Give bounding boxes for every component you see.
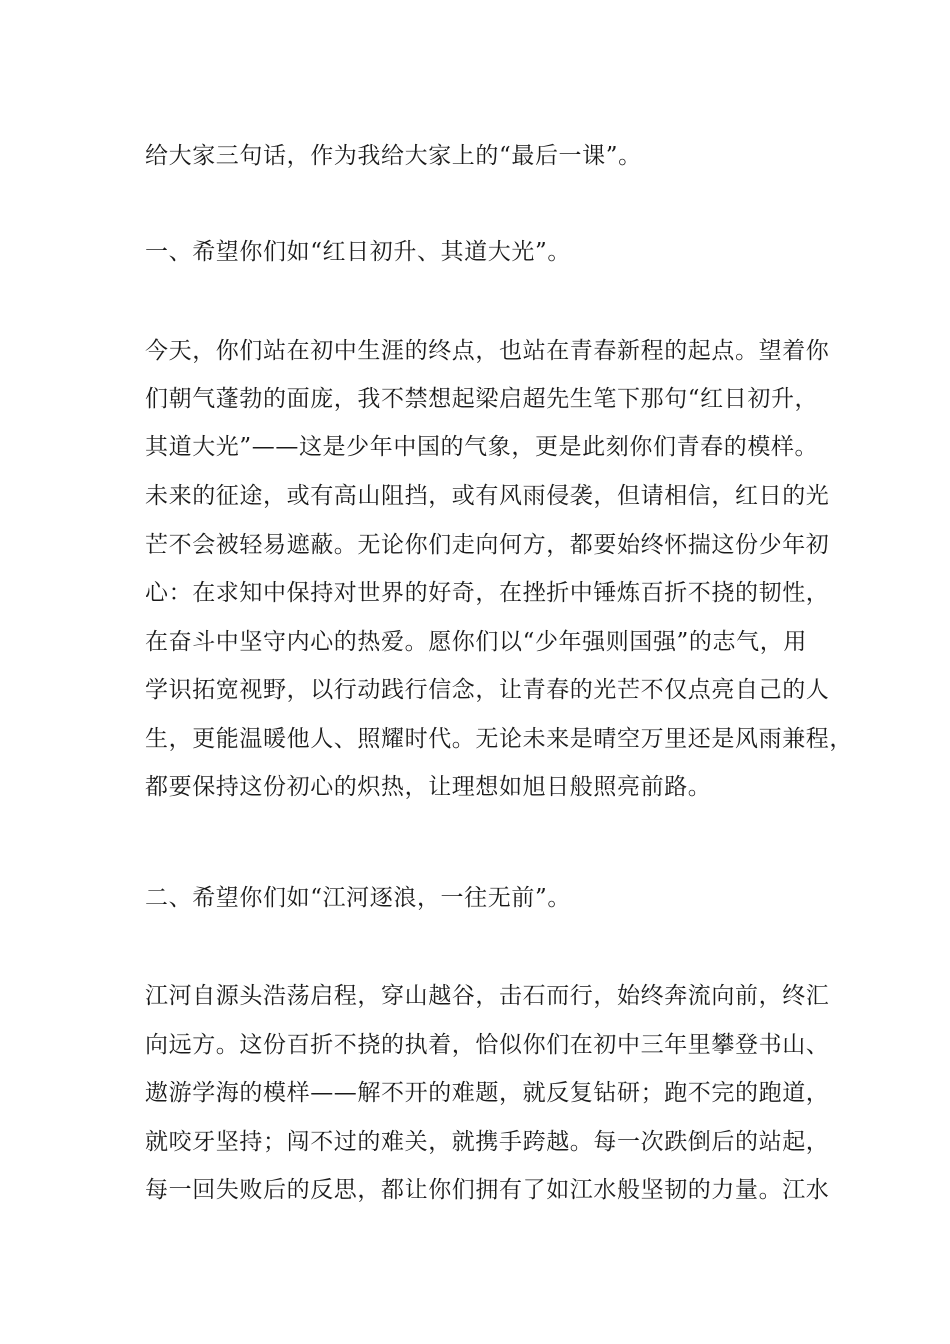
paragraph-line: 每一回失败后的反思，都让你们拥有了如江水般坚韧的力量。江水 [145, 1177, 830, 1203]
paragraph-line: 其道大光”——这是少年中国的气象，更是此刻你们青春的模样。 [145, 434, 819, 460]
paragraph-line: 未来的征途，或有高山阻挡，或有风雨侵袭，但请相信，红日的光 [145, 483, 830, 509]
paragraph-line: 遨游学海的模样——解不开的难题，就反复钻研；跑不完的跑道， [145, 1080, 830, 1106]
paragraph-line: 生，更能温暖他人、照耀时代。无论未来是晴空万里还是风雨兼程， [145, 726, 853, 752]
section-heading-1: 一、希望你们如“红日初升、其道大光”。 [145, 239, 571, 265]
paragraph-line: 都要保持这份初心的炽热，让理想如旭日般照亮前路。 [145, 774, 712, 800]
section-heading-2: 二、希望你们如“江河逐浪，一往无前”。 [145, 885, 571, 911]
paragraph-line: 们朝气蓬勃的面庞，我不禁想起梁启超先生笔下那句“红日初升， [145, 386, 819, 412]
paragraph-line: 心：在求知中保持对世界的好奇，在挫折中锤炼百折不挠的韧性， [145, 580, 830, 606]
paragraph-line: 芒不会被轻易遮蔽。无论你们走向何方，都要始终怀揣这份少年初 [145, 532, 830, 558]
paragraph-line: 向远方。这份百折不挠的执着，恰似你们在初中三年里攀登书山、 [145, 1032, 830, 1058]
paragraph-line: 在奋斗中坚守内心的热爱。愿你们以“少年强则国强”的志气，用 [145, 629, 807, 655]
paragraph-line: 学识拓宽视野，以行动践行信念，让青春的光芒不仅点亮自己的人 [145, 677, 830, 703]
intro-text: 给大家三句话，作为我给大家上的“最后一课”。 [145, 143, 642, 169]
paragraph-line: 今天，你们站在初中生涯的终点，也站在青春新程的起点。望着你 [145, 338, 830, 364]
paragraph-line: 江河自源头浩荡启程，穿山越谷，击石而行，始终奔流向前，终汇 [145, 983, 830, 1009]
paragraph-line: 就咬牙坚持；闯不过的难关，就携手跨越。每一次跌倒后的站起， [145, 1129, 830, 1155]
